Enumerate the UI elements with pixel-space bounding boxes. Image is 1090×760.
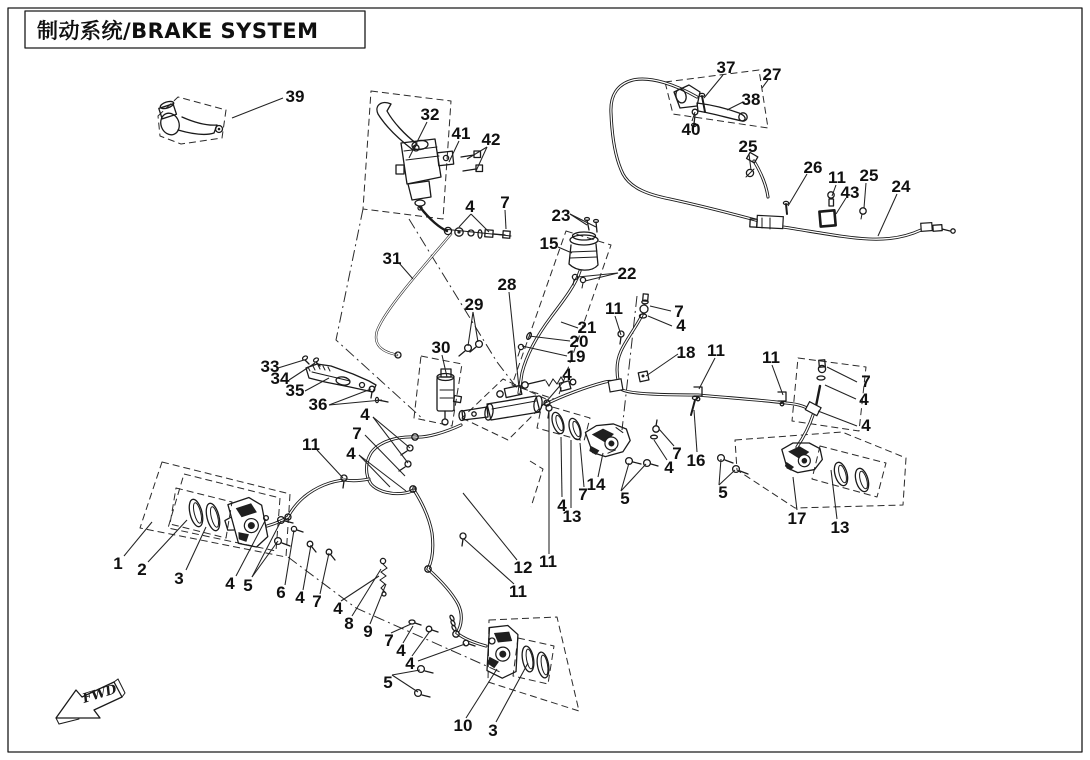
callout-4: 4 bbox=[360, 405, 370, 424]
front-brake-hose-loop bbox=[367, 425, 462, 494]
leader-line bbox=[699, 358, 715, 389]
fwd-label: FWD bbox=[80, 682, 119, 707]
pads-13b bbox=[832, 461, 871, 493]
callout-42: 42 bbox=[481, 130, 501, 149]
callout-6: 6 bbox=[276, 583, 286, 602]
callout-24: 24 bbox=[891, 177, 911, 196]
callout-7: 7 bbox=[674, 302, 684, 321]
leader-line bbox=[772, 365, 783, 395]
rear-bottom-caliper-10 bbox=[409, 620, 551, 697]
caliper-bolts-5b bbox=[718, 455, 748, 474]
leader-line bbox=[654, 440, 667, 460]
callout-34: 34 bbox=[270, 369, 290, 388]
leader-line bbox=[694, 410, 697, 452]
banjo-fitting-row bbox=[443, 227, 511, 238]
callout-7: 7 bbox=[500, 193, 510, 212]
callout-35: 35 bbox=[285, 381, 305, 400]
elbow-fitting bbox=[805, 402, 821, 416]
callout-7: 7 bbox=[312, 592, 322, 611]
leader-line bbox=[232, 98, 283, 118]
leader-line bbox=[412, 631, 430, 656]
callout-4: 4 bbox=[396, 641, 406, 660]
callout-11: 11 bbox=[828, 168, 846, 187]
caliper-bolts-5 bbox=[626, 458, 658, 467]
leader-line bbox=[749, 154, 751, 170]
callout-37: 37 bbox=[716, 58, 736, 77]
cable-boot bbox=[754, 161, 768, 197]
callout-22: 22 bbox=[617, 264, 637, 283]
callout-23: 23 bbox=[551, 206, 571, 225]
callout-25: 25 bbox=[738, 137, 758, 156]
hose-run-bolts bbox=[307, 434, 466, 637]
callout-10: 10 bbox=[453, 716, 473, 735]
rear-brake-hose bbox=[546, 381, 814, 413]
leader-line bbox=[148, 520, 187, 562]
callout-15: 15 bbox=[539, 234, 559, 253]
leader-line bbox=[650, 306, 671, 311]
callout-27: 27 bbox=[762, 65, 782, 84]
brake-lever bbox=[377, 103, 417, 150]
bolt-11g bbox=[460, 533, 466, 539]
leader-line bbox=[303, 545, 311, 590]
callout-5: 5 bbox=[383, 673, 393, 692]
hose-clip-19 bbox=[518, 344, 523, 349]
callout-overlay bbox=[113, 58, 911, 740]
callout-4: 4 bbox=[664, 458, 674, 477]
callout-9: 9 bbox=[363, 622, 373, 641]
leader-line bbox=[278, 360, 304, 368]
callout-4: 4 bbox=[557, 496, 567, 515]
leader-line bbox=[317, 450, 343, 478]
cable-clamp-25b bbox=[860, 208, 866, 214]
callout-19: 19 bbox=[566, 347, 586, 366]
callout-4: 4 bbox=[405, 654, 415, 673]
callout-5: 5 bbox=[620, 489, 630, 508]
callout-29: 29 bbox=[464, 295, 484, 314]
leader-line bbox=[646, 354, 678, 376]
clamp-bolts-42 bbox=[461, 151, 483, 172]
leader-line bbox=[359, 455, 390, 487]
rear-master-cylinder-30 bbox=[437, 369, 461, 425]
callout-40: 40 bbox=[681, 120, 701, 139]
leader-line bbox=[392, 675, 418, 692]
callout-25: 25 bbox=[859, 166, 879, 185]
leader-line bbox=[878, 194, 897, 236]
leader-line bbox=[509, 292, 519, 388]
callout-4: 4 bbox=[859, 390, 869, 409]
callout-30: 30 bbox=[431, 338, 451, 357]
leader-line bbox=[570, 214, 596, 227]
callout-11: 11 bbox=[707, 341, 725, 360]
pads-3 bbox=[187, 498, 222, 532]
leader-line bbox=[598, 453, 603, 477]
callout-33: 33 bbox=[260, 357, 280, 376]
fwd-direction-arrow bbox=[56, 679, 125, 724]
callout-8: 8 bbox=[344, 614, 354, 633]
leader-line bbox=[186, 527, 206, 570]
callout-4: 4 bbox=[295, 588, 305, 607]
callout-7: 7 bbox=[578, 485, 588, 504]
leader-line bbox=[864, 183, 866, 208]
leader-line bbox=[793, 477, 797, 510]
callout-4: 4 bbox=[676, 316, 686, 335]
leader-line bbox=[124, 522, 152, 556]
callout-11: 11 bbox=[302, 435, 320, 454]
callout-4: 4 bbox=[562, 365, 572, 384]
callout-13: 13 bbox=[562, 507, 582, 526]
page-title: 制动系统/BRAKE SYSTEM bbox=[37, 19, 319, 43]
callout-4: 4 bbox=[333, 599, 343, 618]
leader-line bbox=[466, 669, 497, 718]
leader-line bbox=[464, 539, 514, 584]
callout-7: 7 bbox=[861, 372, 871, 391]
leader-line bbox=[719, 459, 721, 485]
bolts-29 bbox=[459, 341, 482, 356]
fitting-bolts-4-7 bbox=[409, 620, 475, 646]
callout-5: 5 bbox=[243, 576, 253, 595]
callout-11: 11 bbox=[539, 552, 557, 571]
parking-brake-cable bbox=[611, 79, 921, 239]
callout-3: 3 bbox=[174, 569, 184, 588]
callout-4: 4 bbox=[465, 197, 475, 216]
callout-14: 14 bbox=[586, 475, 606, 494]
leader-line bbox=[352, 569, 381, 616]
leader-line bbox=[580, 443, 584, 487]
callout-2: 2 bbox=[137, 560, 147, 579]
leader-line bbox=[561, 322, 578, 328]
callout-18: 18 bbox=[676, 343, 696, 362]
pads-3b bbox=[520, 645, 550, 679]
leader-line bbox=[418, 644, 465, 661]
callout-11: 11 bbox=[509, 582, 527, 601]
callout-36: 36 bbox=[308, 395, 328, 414]
callout-39: 39 bbox=[285, 87, 305, 106]
callout-3: 3 bbox=[488, 721, 498, 740]
callout-43: 43 bbox=[840, 183, 860, 202]
left-brake-hose bbox=[267, 479, 369, 526]
leader-line bbox=[827, 367, 857, 382]
callout-11: 11 bbox=[762, 348, 780, 367]
leader-line bbox=[818, 411, 857, 426]
leader-line bbox=[578, 273, 618, 277]
leader-line bbox=[320, 553, 329, 594]
callout-7: 7 bbox=[672, 444, 682, 463]
leader-line bbox=[505, 210, 506, 229]
cable-end-fitting-24 bbox=[921, 223, 933, 232]
leader-line bbox=[473, 312, 478, 342]
banjo-bolt-4 bbox=[640, 305, 648, 313]
callout-16: 16 bbox=[686, 451, 706, 470]
callout-11: 11 bbox=[605, 299, 623, 318]
leader-line bbox=[289, 363, 315, 380]
leader-line bbox=[285, 530, 294, 585]
leader-line bbox=[825, 385, 856, 399]
bolt-26 bbox=[786, 204, 787, 214]
callout-17: 17 bbox=[787, 509, 807, 528]
leader-line bbox=[373, 417, 410, 448]
callout-5: 5 bbox=[718, 483, 728, 502]
leader-line bbox=[704, 75, 723, 98]
callout-7: 7 bbox=[352, 424, 362, 443]
callout-7: 7 bbox=[384, 631, 394, 650]
callout-32: 32 bbox=[420, 105, 440, 124]
callout-28: 28 bbox=[497, 275, 517, 294]
part-39-bracket bbox=[158, 100, 223, 137]
callout-20: 20 bbox=[569, 332, 589, 351]
leader-line bbox=[788, 174, 807, 206]
leader-line bbox=[561, 437, 562, 497]
phantom-outlines bbox=[140, 70, 906, 711]
leader-line bbox=[373, 417, 408, 463]
leader-line bbox=[648, 316, 672, 326]
leader-line bbox=[463, 493, 517, 560]
callout-4: 4 bbox=[225, 574, 235, 593]
square-clip-43 bbox=[819, 210, 835, 226]
callout-4: 4 bbox=[346, 444, 356, 463]
callout-21: 21 bbox=[577, 318, 597, 337]
callout-13: 13 bbox=[830, 518, 850, 537]
callout-41: 41 bbox=[451, 124, 471, 143]
washer-7b bbox=[817, 376, 825, 380]
callout-1: 1 bbox=[113, 554, 123, 573]
hoses-and-cables bbox=[267, 79, 921, 646]
callout-31: 31 bbox=[382, 249, 402, 268]
leader-line bbox=[468, 312, 473, 346]
callout-4: 4 bbox=[861, 416, 871, 435]
leader-line bbox=[496, 663, 528, 722]
callout-38: 38 bbox=[741, 90, 761, 109]
callout-12: 12 bbox=[513, 558, 533, 577]
callout-26: 26 bbox=[803, 158, 823, 177]
leader-line bbox=[341, 576, 379, 601]
